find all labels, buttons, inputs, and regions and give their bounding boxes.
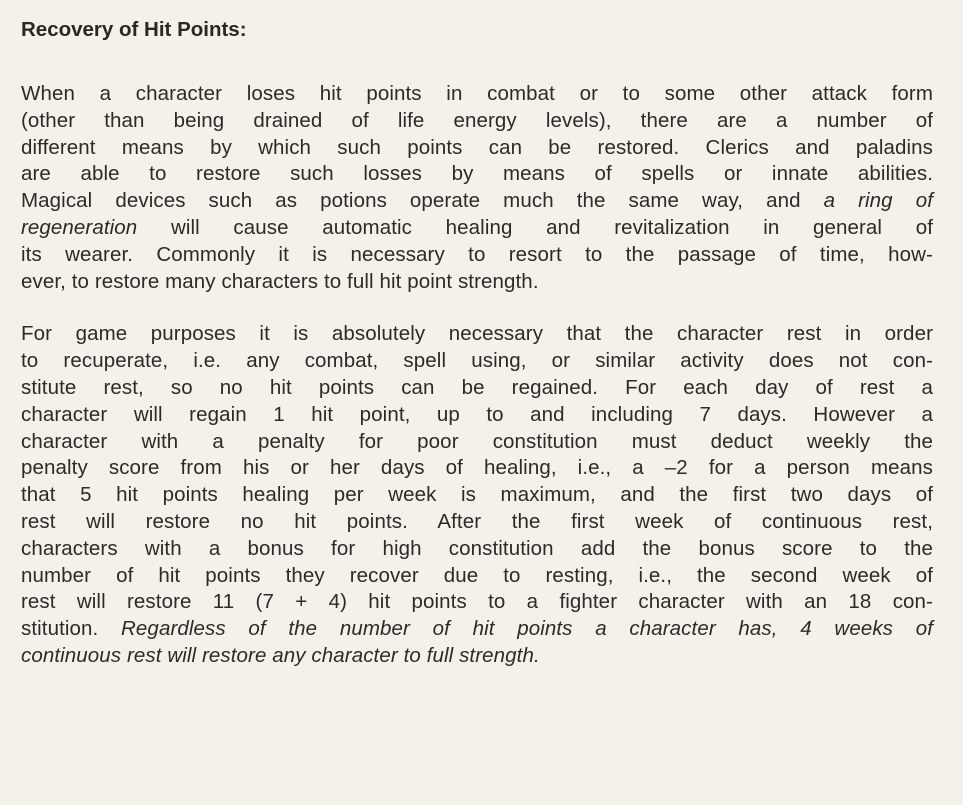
text-line bbox=[21, 509, 933, 536]
text-run: character will regain 1 hit point, up to and including 7 days. However a bbox=[21, 402, 933, 426]
paragraph bbox=[21, 321, 933, 669]
text-run: characters with a bonus for high constitution add the bonus score to the bbox=[21, 536, 933, 560]
text-run: number of hit points they recover due to resting, i.e., the second week of bbox=[21, 563, 933, 587]
text-line bbox=[21, 108, 933, 135]
text-line bbox=[21, 429, 933, 456]
text-line bbox=[21, 616, 933, 643]
text-run: are able to restore such losses by means of spells or innate abilities. bbox=[21, 162, 933, 186]
italic-text: Regardless of the number of hit points a character has, 4 weeks of bbox=[121, 617, 934, 641]
text-line bbox=[21, 643, 933, 670]
text-run: ever, to restore many characters to full hit point strength. bbox=[21, 269, 539, 293]
section-heading: Recovery of Hit Points: bbox=[21, 18, 247, 41]
text-line bbox=[21, 348, 933, 375]
text-run: its wearer. Commonly it is necessary to resort to the passage of time, how- bbox=[21, 242, 933, 266]
text-line bbox=[21, 321, 933, 348]
text-line bbox=[21, 161, 933, 188]
text-run: rest will restore 11 (7 + 4) hit points to a fighter character with an 18 con- bbox=[21, 590, 933, 614]
text-line bbox=[21, 215, 933, 242]
italic-text: regeneration bbox=[21, 215, 138, 239]
text-line bbox=[21, 375, 933, 402]
body-text bbox=[21, 81, 933, 670]
text-run: different means by which such points can be restored. Clerics and paladins bbox=[21, 135, 933, 159]
text-run: rest will restore no hit points. After the first week of continuous rest, bbox=[21, 509, 933, 533]
text-run: (other than being drained of life energy levels), there are a number of bbox=[21, 108, 933, 132]
text-line bbox=[21, 188, 933, 215]
text-line bbox=[21, 269, 933, 296]
text-line bbox=[21, 455, 933, 482]
italic-text: a ring of bbox=[823, 189, 933, 213]
italic-text: continuous rest will restore any character to full strength. bbox=[21, 643, 540, 667]
text-line bbox=[21, 589, 933, 616]
text-run: stitution. bbox=[21, 617, 122, 641]
text-run: Magical devices such as potions operate much the same way, and bbox=[21, 189, 824, 213]
text-run: to recuperate, i.e. any combat, spell using, or similar activity does not con- bbox=[21, 349, 933, 373]
text-run: penalty score from his or her days of healing, i.e., a –2 for a person means bbox=[21, 456, 933, 480]
text-run: When a character loses hit points in combat or to some other attack form bbox=[21, 82, 933, 105]
paragraph bbox=[21, 81, 933, 295]
text-run: will cause automatic healing and revitalization in general of bbox=[137, 215, 933, 239]
text-line bbox=[21, 81, 933, 108]
text-line bbox=[21, 482, 933, 509]
text-run: For game purposes it is absolutely necessary that the character rest in order bbox=[21, 322, 933, 346]
text-line bbox=[21, 135, 933, 162]
text-line bbox=[21, 402, 933, 429]
text-run: that 5 hit points healing per week is maximum, and the first two days of bbox=[21, 483, 933, 507]
text-line bbox=[21, 242, 933, 269]
text-run: stitute rest, so no hit points can be regained. For each day of rest a bbox=[21, 375, 933, 399]
text-line bbox=[21, 536, 933, 563]
text-line bbox=[21, 563, 933, 590]
text-run: character with a penalty for poor constitution must deduct weekly the bbox=[21, 429, 933, 453]
